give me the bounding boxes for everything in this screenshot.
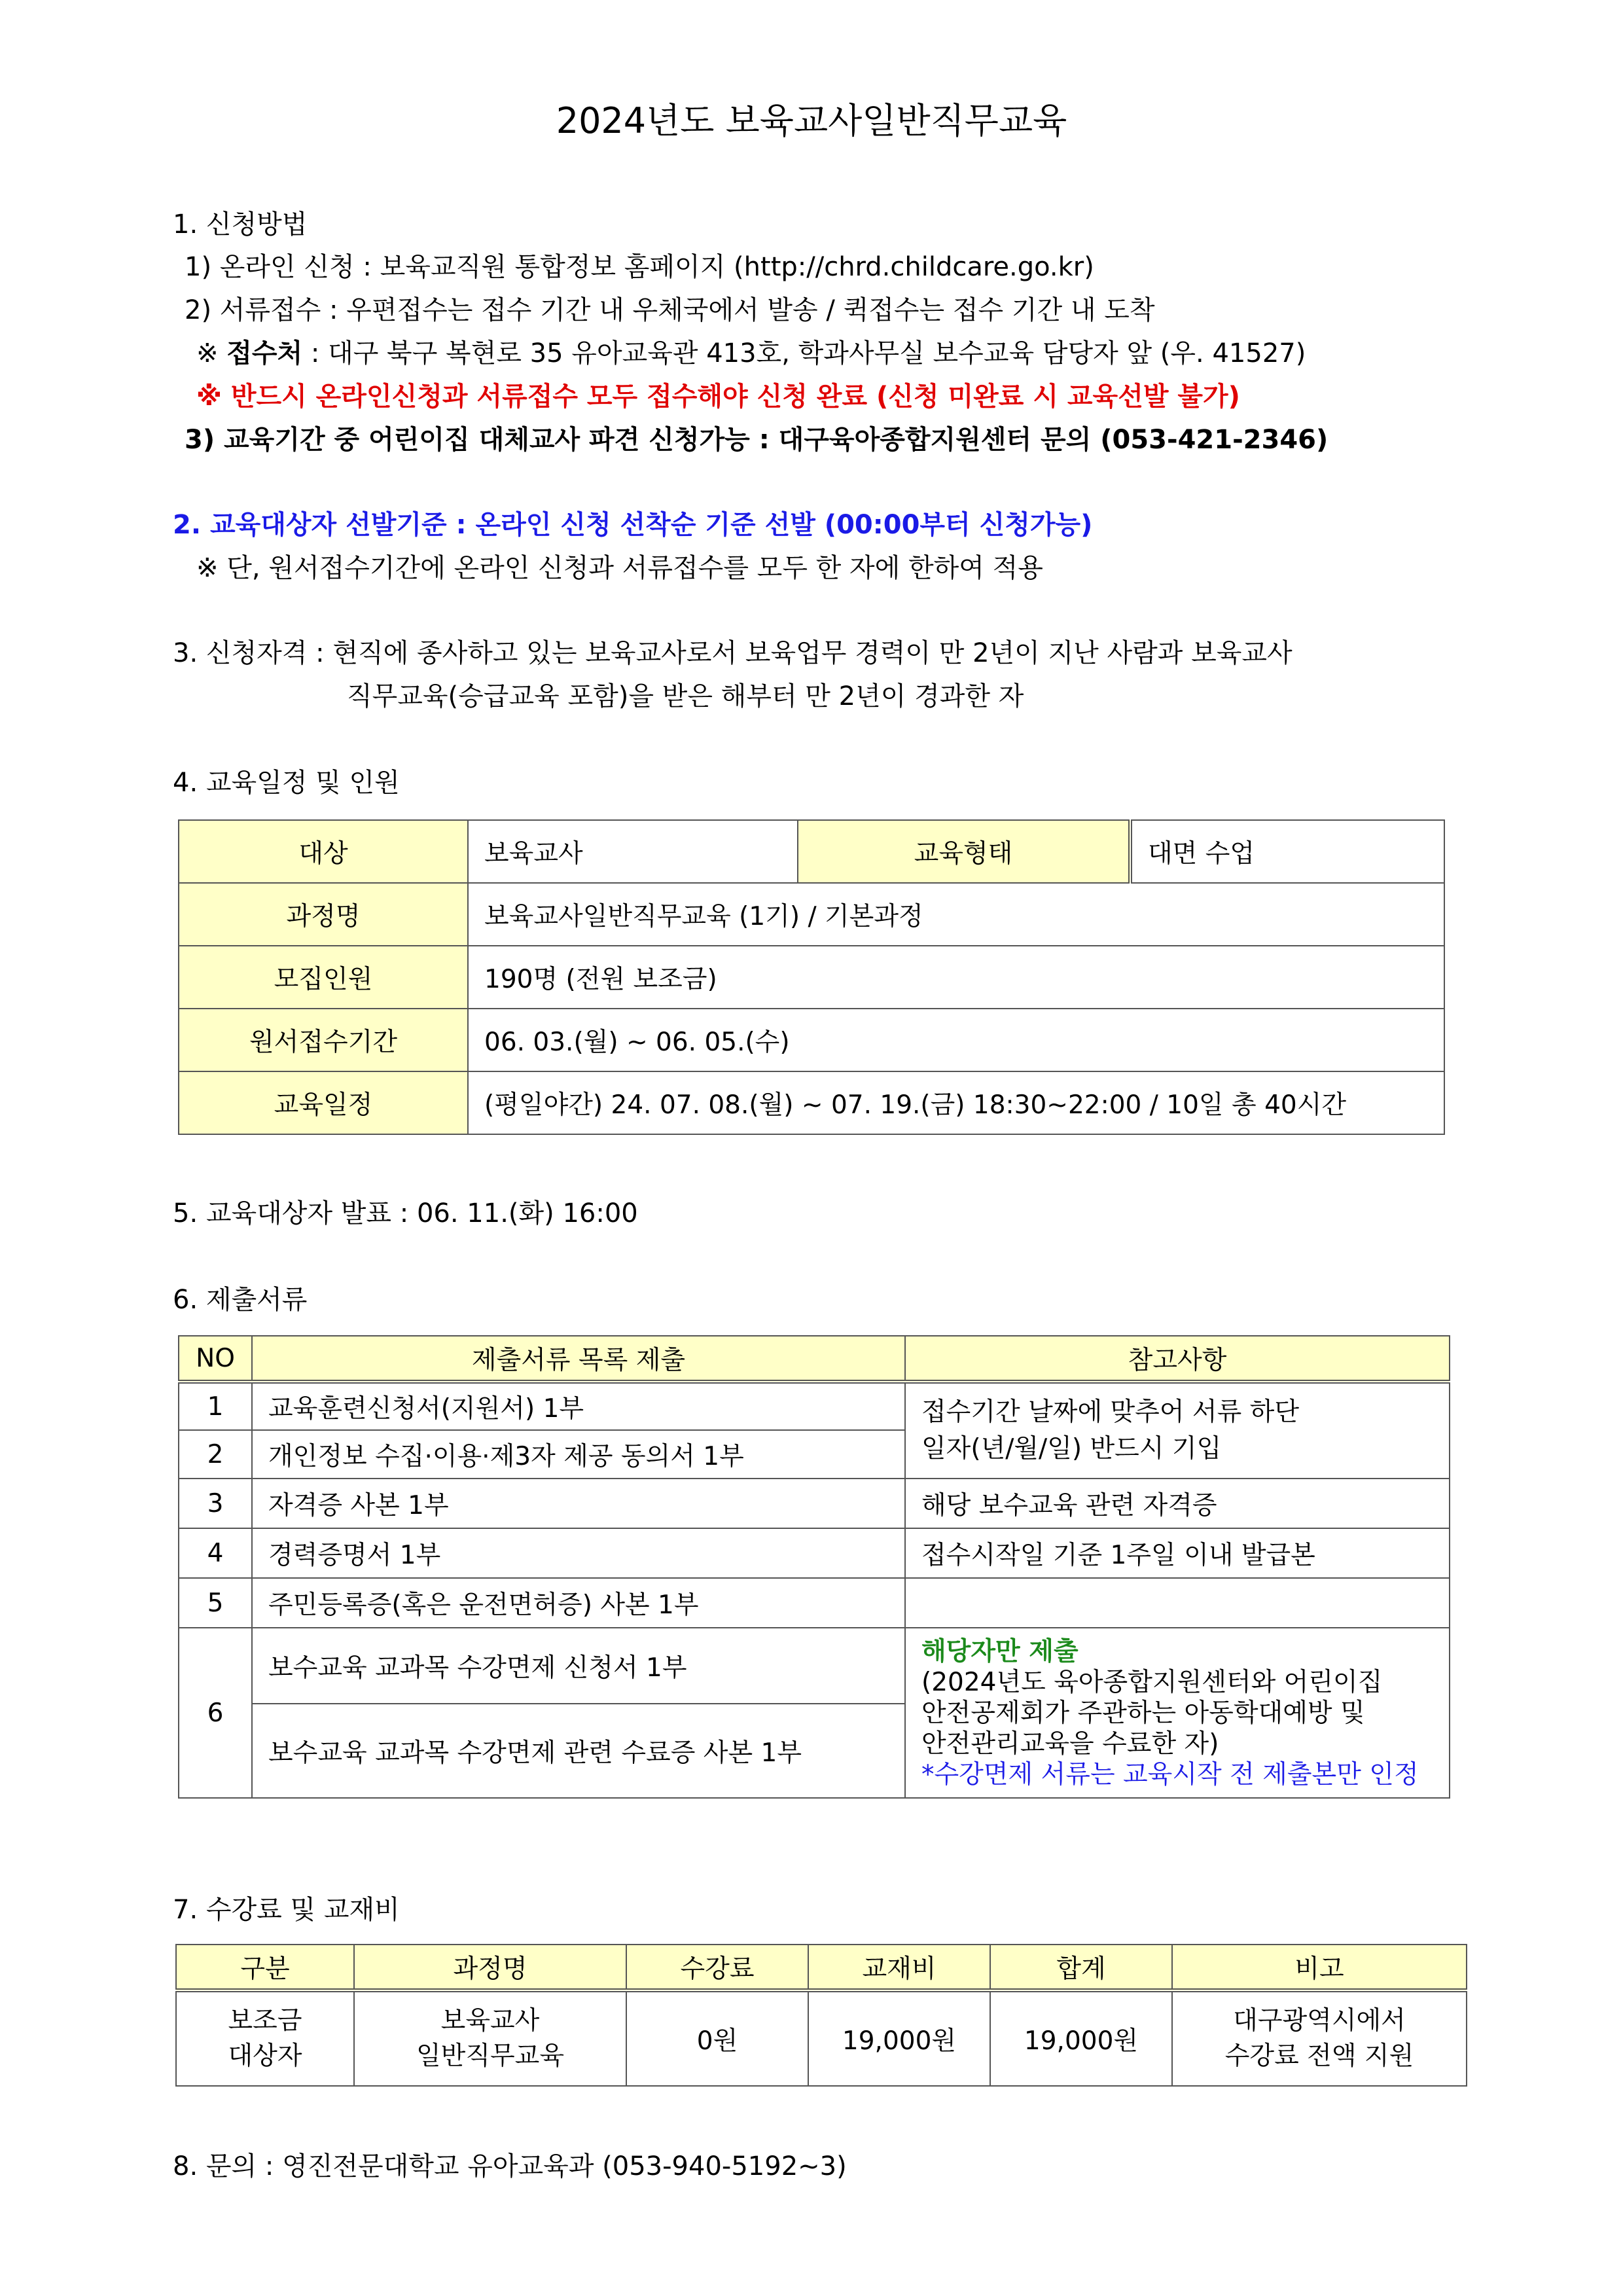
s1-online: 1) 온라인 신청 : 보육교직원 통합정보 홈페이지 (http://chrd.childcare.go.kr)	[185, 252, 1094, 282]
doc-ref: 접수시작일 기준 1주일 이내 발급본	[905, 1528, 1450, 1578]
s7-heading: 7. 수강료 및 교재비	[173, 1895, 400, 1925]
ref-exemption-line2: 안전공제회가 주관하는 아동학대예방 및	[921, 1698, 1365, 1728]
s3-line1: 3. 신청자격 : 현직에 종사하고 있는 보육교사로서 보육업무 경력이 만 2년이 지난 사람과 보육교사	[173, 638, 1293, 668]
fee-note-l2: 수강료 전액 지원	[1224, 2041, 1414, 2071]
fee-course-l1: 보육교사	[440, 2006, 540, 2036]
doc-no: 5	[179, 1578, 252, 1628]
col-doc: 제출서류 목록 제출	[252, 1336, 905, 1382]
schedule-table	[178, 819, 1445, 1135]
form-label: 교육형태	[798, 820, 1130, 883]
quota-value: 190명 (전원 보조금)	[468, 946, 1444, 1009]
course-label: 과정명	[179, 883, 468, 946]
s1-place	[196, 332, 1306, 370]
fee-col-note: 비고	[1172, 1945, 1467, 1990]
apply-value: 06. 03.(월) ~ 06. 05.(수)	[468, 1009, 1444, 1071]
ref-exemption-note: *수강면제 서류는 교육시작 전 제출본만 인정	[921, 1759, 1419, 1789]
doc-row-3	[179, 1479, 1450, 1528]
s2-heading: 2. 교육대상자 선발기준 : 온라인 신청 선착순 기준 선발 (00:00부터 신청가능)	[173, 510, 1093, 540]
doc-no: 1	[179, 1382, 252, 1430]
doc-name: 주민등록증(혹은 운전면허증) 사본 1부	[252, 1578, 905, 1628]
page-title: 2024년도 보육교사일반직무교육	[556, 100, 1067, 141]
doc-row-1	[179, 1382, 1450, 1430]
quota-label: 모집인원	[179, 946, 468, 1009]
doc-no: 2	[179, 1430, 252, 1479]
doc-no: 3	[179, 1479, 252, 1528]
fee-book: 19,000원	[808, 1990, 990, 2086]
course-value: 보육교사일반직무교육 (1기) / 기본과정	[468, 883, 1444, 946]
fee-row	[176, 1990, 1467, 2086]
ref-exemption-line3: 안전관리교육을 수료한 자)	[921, 1729, 1219, 1759]
schedule-value: (평일야간) 24. 07. 08.(월) ~ 07. 19.(금) 18:30~22:00 / 10일 총 40시간	[468, 1071, 1444, 1134]
s2-note: ※ 단, 원서접수기간에 온라인 신청과 서류접수를 모두 한 자에 한하여 적용	[196, 553, 1043, 583]
doc-name: 자격증 사본 1부	[252, 1479, 905, 1528]
ref-date-line2: 일자(년/월/일) 반드시 기입	[921, 1434, 1222, 1463]
contact: 8. 문의 : 영진전문대학교 유아교육과 (053-940-5192~3)	[173, 2151, 847, 2181]
col-ref: 참고사항	[905, 1336, 1450, 1382]
doc-name: 교육훈련신청서(지원서) 1부	[252, 1382, 905, 1430]
fee-note	[1172, 1990, 1467, 2086]
doc-row-5	[179, 1578, 1450, 1628]
ref-exemption-line1: (2024년도 육아종합지원센터와 어린이집	[921, 1667, 1383, 1697]
ref-date-line1: 접수기간 날짜에 맞추어 서류 하단	[921, 1397, 1300, 1427]
schedule-label: 교육일정	[179, 1071, 468, 1134]
col-no: NO	[179, 1336, 252, 1382]
announce-date: 5. 교육대상자 발표 : 06. 11.(화) 16:00	[173, 1198, 638, 1229]
s3-line2: 직무교육(승급교육 포함)을 받은 해부터 만 2년이 경과한 자	[347, 681, 1024, 711]
form-value: 대면 수업	[1130, 820, 1444, 883]
fee-tuition: 0원	[626, 1990, 808, 2086]
doc-name: 보수교육 교과목 수강면제 관련 수료증 사본 1부	[252, 1704, 905, 1798]
s6-heading: 6. 제출서류	[173, 1285, 308, 1315]
s1-place-label: 접수처	[226, 338, 303, 368]
ref-exemption-head: 해당자만 제출	[921, 1636, 1079, 1666]
fee-type-l2: 대상자	[228, 2041, 302, 2071]
fee-col-book: 교재비	[808, 1945, 990, 1990]
fee-course-l2: 일반직무교육	[416, 2041, 565, 2071]
doc-row-6	[179, 1628, 1450, 1704]
doc-no: 6	[179, 1628, 252, 1798]
doc-row-4	[179, 1528, 1450, 1578]
doc-name: 보수교육 교과목 수강면제 신청서 1부	[252, 1628, 905, 1704]
s4-heading: 4. 교육일정 및 인원	[173, 768, 400, 798]
fee-course	[354, 1990, 626, 2086]
ref-date	[905, 1382, 1450, 1479]
doc-ref	[905, 1578, 1450, 1628]
target-value: 보육교사	[468, 820, 798, 883]
doc-name: 경력증명서 1부	[252, 1528, 905, 1578]
s1-substitute: 3) 교육기간 중 어린이집 대체교사 파견 신청가능 : 대구육아종합지원센터 문의 (053-421-2346)	[185, 425, 1329, 455]
fee-col-total: 합계	[990, 1945, 1172, 1990]
target-label: 대상	[179, 820, 468, 883]
s1-place-text: : 대구 북구 복현로 35 유아교육관 413호, 학과사무실 보수교육 담당자 앞 (우. 41527)	[302, 338, 1306, 368]
s1-heading: 1. 신청방법	[173, 209, 308, 240]
fee-table	[175, 1944, 1467, 2087]
s1-place-mark: ※	[196, 338, 227, 368]
doc-name: 개인정보 수집·이용·제3자 제공 동의서 1부	[252, 1430, 905, 1479]
fee-total: 19,000원	[990, 1990, 1172, 2086]
apply-label: 원서접수기간	[179, 1009, 468, 1071]
doc-no: 4	[179, 1528, 252, 1578]
fee-note-l1: 대구광역시에서	[1233, 2006, 1406, 2036]
fee-col-course: 과정명	[354, 1945, 626, 1990]
fee-type	[176, 1990, 354, 2086]
fee-type-l1: 보조금	[228, 2006, 302, 2036]
ref-exemption	[905, 1628, 1450, 1798]
s1-warning: ※ 반드시 온라인신청과 서류접수 모두 접수해야 신청 완료 (신청 미완료 시 교육선발 불가)	[196, 382, 1240, 412]
documents-table	[178, 1335, 1450, 1799]
fee-col-type: 구분	[176, 1945, 354, 1990]
fee-col-fee: 수강료	[626, 1945, 808, 1990]
doc-ref: 해당 보수교육 관련 자격증	[905, 1479, 1450, 1528]
s1-docs: 2) 서류접수 : 우편접수는 접수 기간 내 우체국에서 발송 / 퀵접수는 접수 기간 내 도착	[185, 295, 1155, 325]
